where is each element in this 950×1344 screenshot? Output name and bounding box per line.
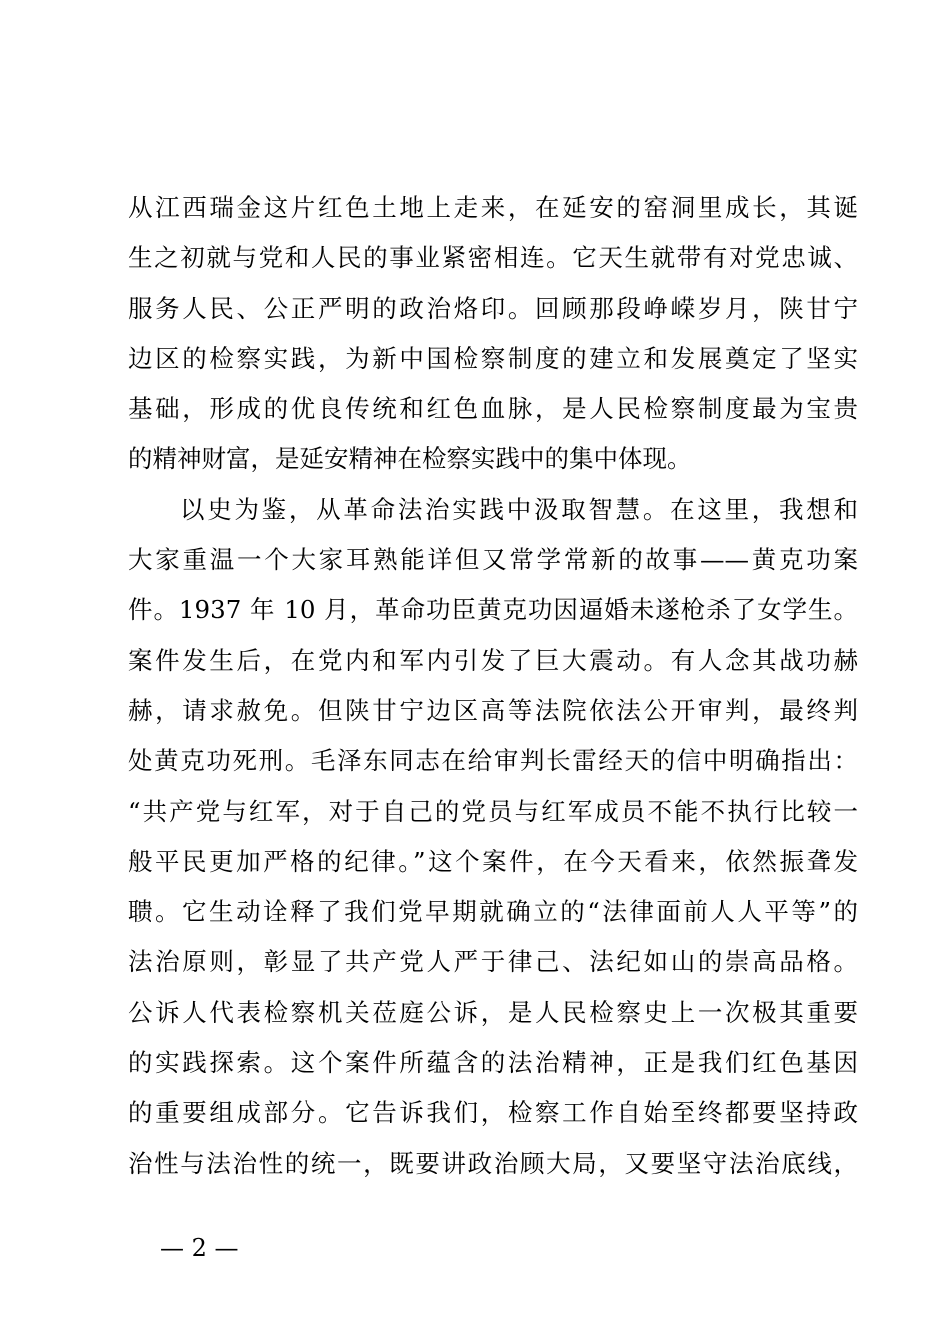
text-line: 生之初就与党和人民的事业紧密相连。它天生就带有对党忠诚、	[128, 243, 858, 273]
text-line: 件。1937 年 10 月，革命功臣黄克功因逼婚未遂枪杀了女学生。	[128, 595, 858, 625]
page-number: — 2 —	[160, 1234, 239, 1262]
text-line: 聩。它生动诠释了我们党早期就确立的“法律面前人人平等”的	[128, 897, 858, 927]
text-line: 般平民更加严格的纪律。”这个案件，在今天看来，依然振聋发	[128, 846, 858, 876]
text-line: 处黄克功死刑。毛泽东同志在给审判长雷经天的信中明确指出：	[128, 746, 858, 776]
text-line: 的精神财富，是延安精神在检察实践中的集中体现。	[128, 444, 692, 474]
text-line: 案件发生后，在党内和军内引发了巨大震动。有人念其战功赫	[128, 645, 858, 675]
text-line: 的重要组成部分。它告诉我们，检察工作自始至终都要坚持政	[128, 1098, 858, 1128]
text-line: 的实践探索。这个案件所蕴含的法治精神，正是我们红色基因	[128, 1048, 858, 1078]
document-body	[128, 183, 858, 1189]
text-line: 法治原则，彰显了共产党人严于律己、法纪如山的崇高品格。	[128, 947, 858, 977]
text-line: 从江西瑞金这片红色土地上走来，在延安的窑洞里成长，其诞	[128, 193, 858, 222]
paragraph-start-line: 以史为鉴，从革命法治实践中汲取智慧。在这里，我想和	[180, 494, 858, 524]
text-line: 公诉人代表检察机关莅庭公诉，是人民检察史上一次极其重要	[128, 997, 858, 1027]
text-line: 治性与法治性的统一，既要讲政治顾大局，又要坚守法治底线，	[128, 1148, 858, 1178]
text-line: 边区的检察实践，为新中国检察制度的建立和发展奠定了坚实	[128, 343, 858, 373]
text-line: 服务人民、公正严明的政治烙印。回顾那段峥嵘岁月，陕甘宁	[128, 293, 858, 323]
text-line: 赫，请求赦免。但陕甘宁边区高等法院依法公开审判，最终判	[128, 695, 858, 725]
text-line: “共产党与红军，对于自己的党员与红军成员不能不执行比较一	[128, 796, 858, 826]
text-line: 大家重温一个大家耳熟能详但又常学常新的故事——黄克功案	[128, 545, 858, 575]
text-line: 基础，形成的优良传统和红色血脉，是人民检察制度最为宝贵	[128, 394, 858, 424]
